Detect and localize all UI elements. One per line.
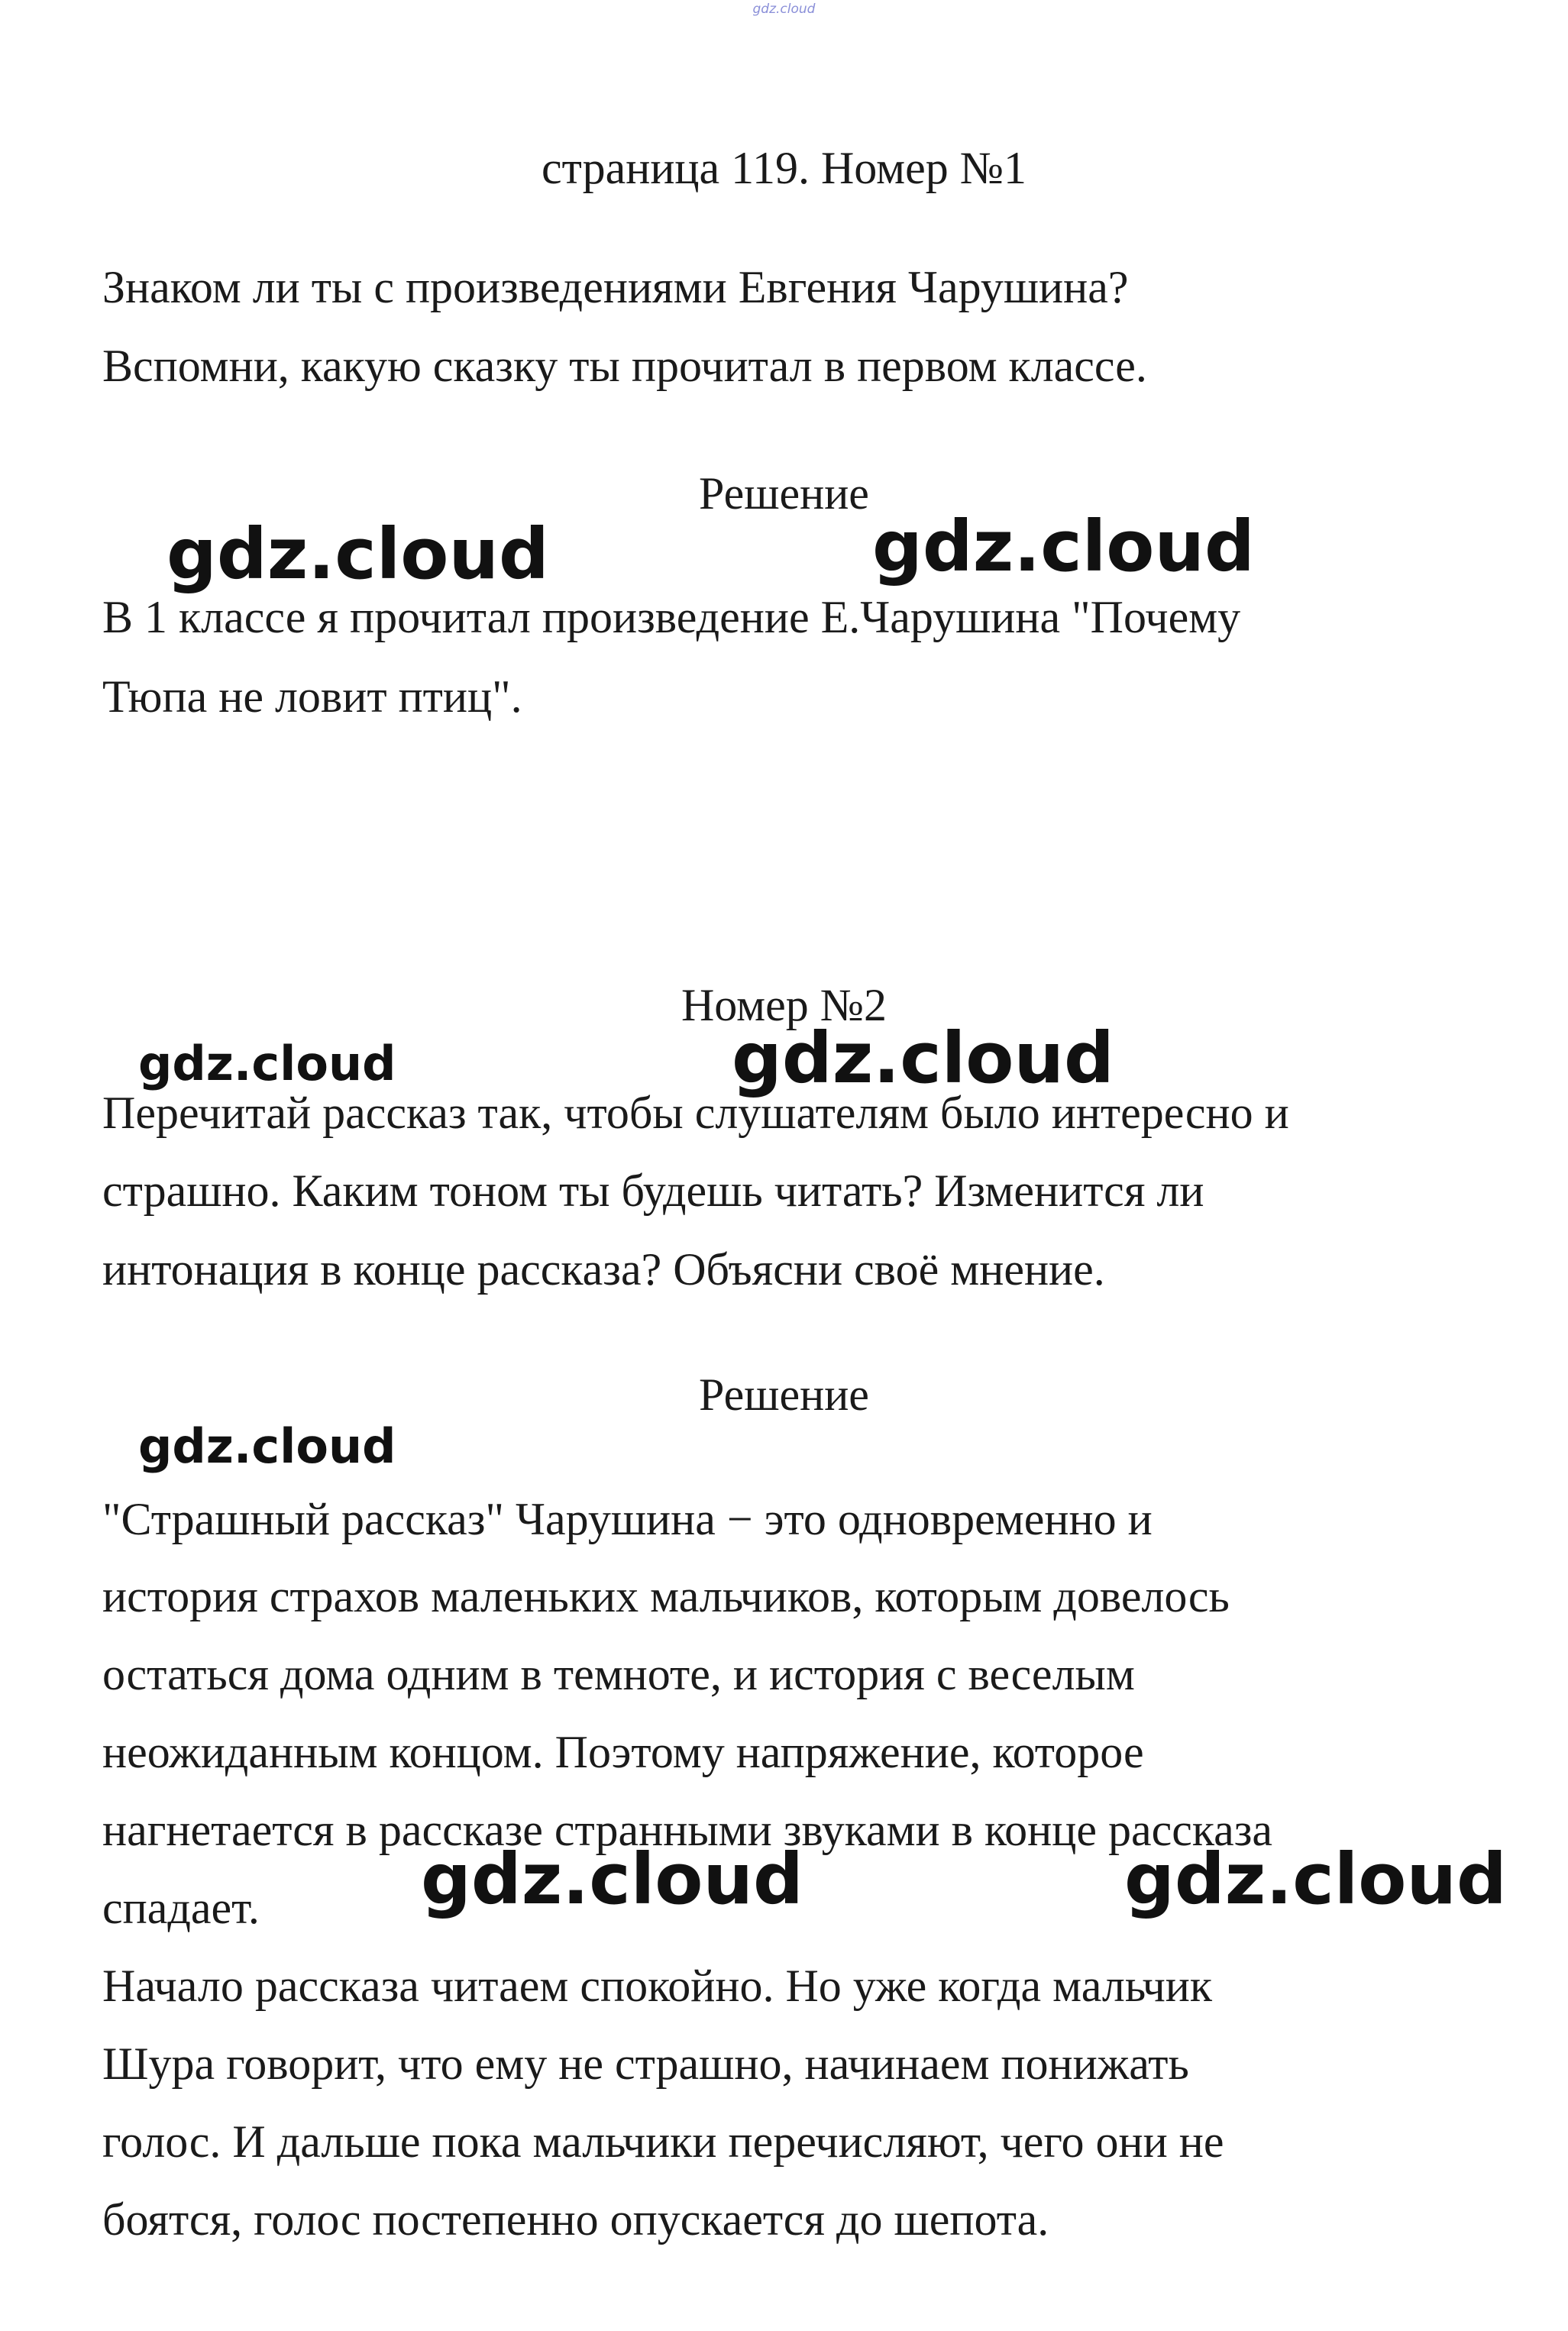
task2-heading: Номер №2 xyxy=(681,980,887,1030)
task1-solution-heading: Решение xyxy=(699,468,869,519)
task2-question-line-1: Перечитай рассказ так, чтобы слушателям было интересно и xyxy=(102,1088,1289,1138)
watermark: gdz.cloud xyxy=(421,1838,803,1920)
task2-answer-line-3: остаться дома одним в темноте, и история с веселым xyxy=(102,1649,1135,1699)
task2-answer-line-2: история страхов маленьких мальчиков, которым довелось xyxy=(102,1571,1230,1621)
watermark: gdz.cloud xyxy=(1124,1838,1507,1920)
task2-answer-line-4: неожиданным концом. Поэтому напряжение, которое xyxy=(102,1727,1144,1777)
task2-answer-line-10: боятся, голос постепенно опускается до шепота. xyxy=(102,2194,1049,2245)
task2-question-line-2: страшно. Каким тоном ты будешь читать? Изменится ли xyxy=(102,1166,1204,1216)
task1-question-line-2: Вспомни, какую сказку ты прочитал в первом классе. xyxy=(102,341,1147,391)
task1-answer-line-1: В 1 классе я прочитал произведение Е.Чарушина "Почему xyxy=(102,592,1241,642)
task2-answer-line-8: Шура говорит, что ему не страшно, начинаем понижать xyxy=(102,2038,1189,2089)
task2-answer-line-5: нагнетается в рассказе странными звуками в конце рассказа xyxy=(102,1805,1273,1855)
top-watermark: gdz.cloud xyxy=(752,2,816,17)
watermark: gdz.cloud xyxy=(166,513,549,595)
task2-solution-heading: Решение xyxy=(699,1369,869,1420)
task2-question-line-3: интонация в конце рассказа? Объясни своё мнение. xyxy=(102,1244,1105,1295)
task2-answer-line-1: "Страшный рассказ" Чарушина − это одновременно и xyxy=(102,1494,1153,1544)
page-title: страница 119. Номер №1 xyxy=(542,143,1026,193)
watermark: gdz.cloud xyxy=(732,1017,1114,1099)
task2-answer-line-6: спадает. xyxy=(102,1883,260,1933)
task2-answer-line-7: Начало рассказа читаем спокойно. Но уже когда мальчик xyxy=(102,1961,1213,2011)
watermark: gdz.cloud xyxy=(138,1418,396,1474)
watermark: gdz.cloud xyxy=(138,1036,396,1091)
task1-answer-line-2: Тюпа не ловит птиц". xyxy=(102,671,522,722)
task2-answer-line-9: голос. И дальше пока мальчики перечисляют, чего они не xyxy=(102,2116,1224,2167)
watermark: gdz.cloud xyxy=(872,506,1255,587)
task1-question-line-1: Знаком ли ты с произведениями Евгения Чарушина? xyxy=(102,262,1129,312)
